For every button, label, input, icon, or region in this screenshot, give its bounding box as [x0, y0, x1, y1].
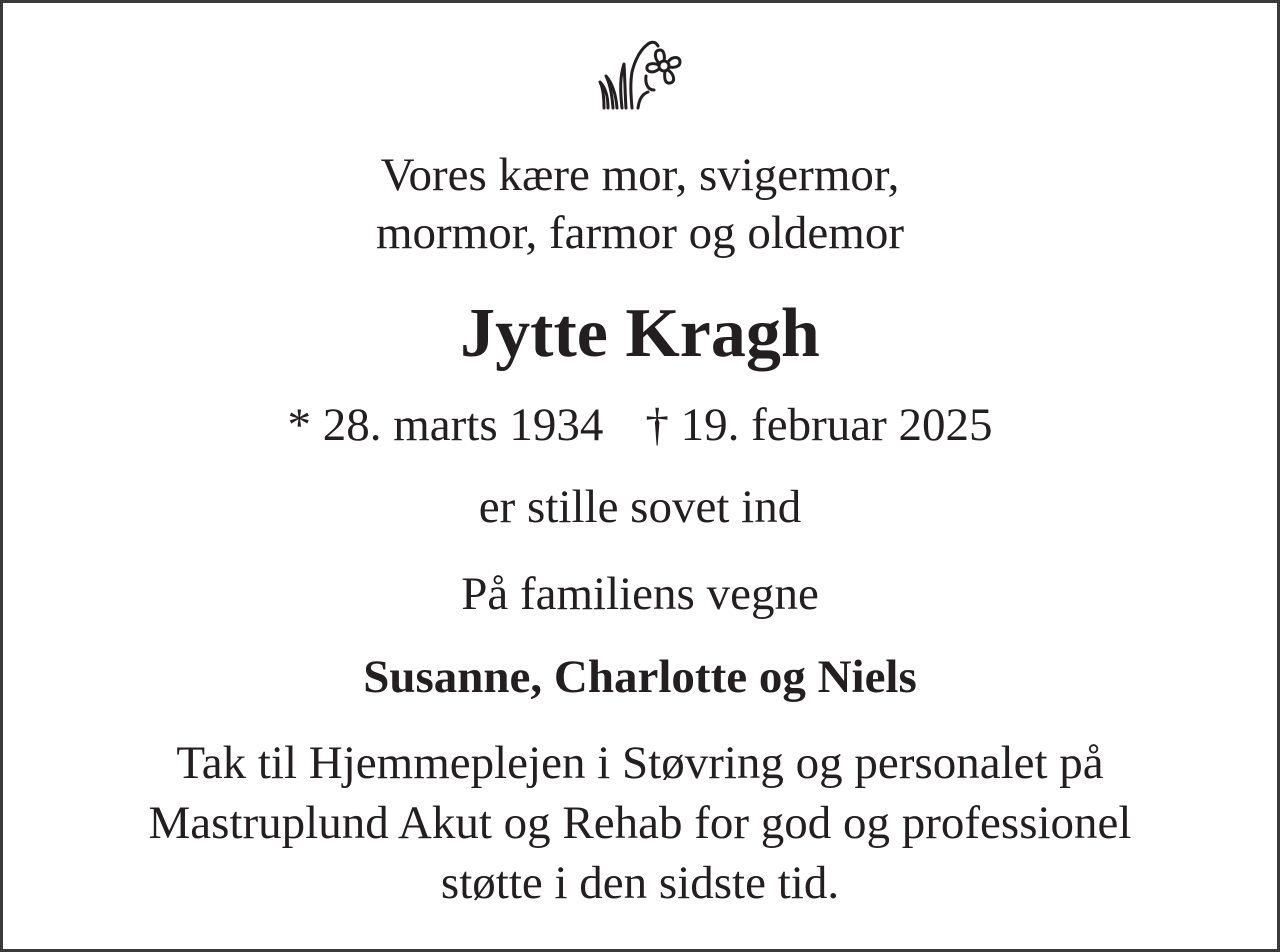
death-date: 19. februar 2025	[680, 399, 993, 451]
behalf-text: På familiens vegne	[461, 568, 819, 620]
birth-symbol: *	[287, 399, 311, 451]
thanks-line-2: Mastruplund Akut og Rehab for god og professionel	[148, 797, 1132, 849]
family-names: Susanne, Charlotte og Niels	[363, 651, 917, 703]
flower-icon	[598, 38, 686, 114]
death-symbol: †	[645, 399, 669, 451]
status-text: er stille sovet ind	[478, 481, 802, 533]
thanks-line-3: støtte i den sidste tid.	[440, 857, 840, 909]
birth-date: 28. marts 1934	[322, 399, 604, 451]
intro-text	[0, 146, 1280, 262]
thanks-text	[0, 733, 1280, 913]
thanks-line-1: Tak til Hjemmeplejen i Støvring og personalet på	[176, 737, 1104, 789]
intro-line-2: mormor, farmor og oldemor	[375, 207, 905, 259]
intro-line-1: Vores kære mor, svigermor,	[380, 149, 900, 201]
deceased-name: Jytte Kragh	[460, 295, 820, 372]
life-dates	[0, 397, 1280, 453]
